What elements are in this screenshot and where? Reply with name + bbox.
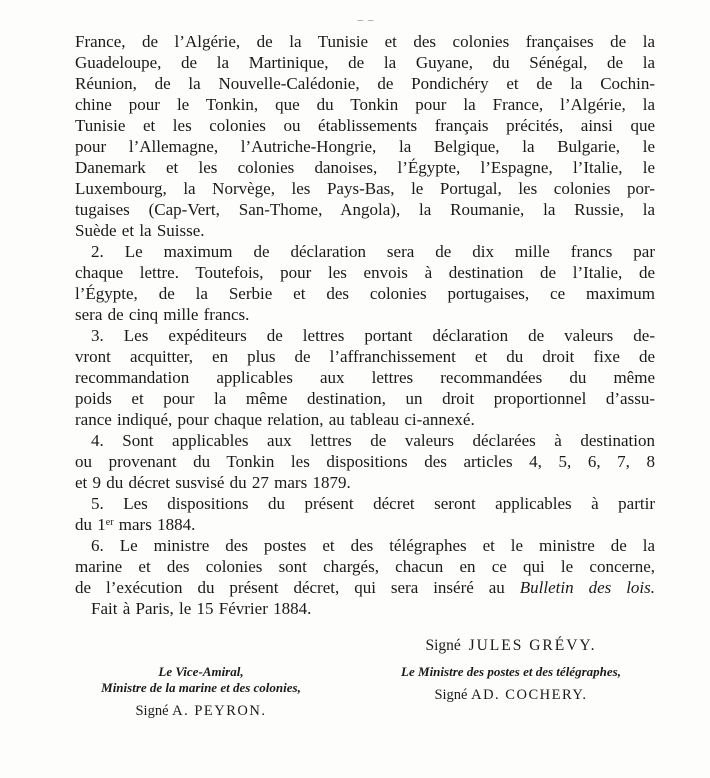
president-name: JULES GRÉVY.: [468, 637, 597, 654]
text-line: tugaises (Cap-Vert, San-Thome, Angola), la Roumanie, la Russie, la: [75, 200, 655, 219]
left-signed-label: Signé: [135, 703, 169, 719]
right-name: AD. COCHERY.: [471, 687, 588, 703]
right-signed-line: [356, 687, 666, 704]
signature-left-block: [55, 664, 347, 720]
right-signed-label: Signé: [434, 687, 468, 703]
text-line: Réunion, de la Nouvelle-Calédonie, de Pondichéry et de la Cochin-: [75, 74, 655, 93]
page-number-fragment: – –: [357, 14, 375, 26]
text-line: Danemark et les colonies danoises, l’Égypte, l’Espagne, l’Italie, le: [75, 158, 655, 177]
text-line: vront acquitter, en plus de l’affranchissement et du droit fixe de: [75, 347, 655, 366]
text-line: Luxembourg, la Norvège, les Pays-Bas, le Portugal, les colonies por-: [75, 179, 655, 198]
text-line: recommandation applicables aux lettres recommandées du même: [75, 368, 655, 387]
text-line: poids et pour la même destination, un droit proportionnel d’assu-: [75, 389, 655, 408]
text-line: 3. Les expéditeurs de lettres portant déclaration de valeurs de-: [91, 326, 655, 345]
text-line: France, de l’Algérie, de la Tunisie et des colonies françaises de la: [75, 32, 655, 51]
president-signed-label: Signé: [425, 637, 461, 654]
text-line: Suède et la Suisse.: [75, 221, 205, 240]
left-title-line-1: Le Vice-Amiral,: [158, 664, 244, 679]
left-signed-line: [55, 703, 347, 720]
text-line: et 9 du décret susvisé du 27 mars 1879.: [75, 473, 351, 492]
text-line: marine et des colonies sont chargés, chacun en ce qui le concerne,: [75, 557, 655, 576]
left-name: A. PEYRON.: [172, 703, 267, 719]
text-line: rance indiqué, pour chaque relation, au tableau ci-annexé.: [75, 410, 475, 429]
text-line: de l’exécution du présent décret, qui sera inséré au Bulletin des lois.: [75, 578, 656, 597]
signature-right-block: [356, 664, 666, 704]
left-title-line-2: Ministre de la marine et des colonies,: [101, 680, 301, 695]
paragraph: [75, 31, 655, 241]
paragraph: [75, 598, 655, 619]
paragraph: [75, 535, 655, 598]
text-line: 4. Sont applicables aux lettres de valeurs déclarées à destination: [91, 431, 655, 450]
paragraph: [75, 430, 655, 493]
right-title-line-1: Le Ministre des postes et des télégraphes,: [401, 664, 621, 679]
text-line: l’Égypte, de la Serbie et des colonies portugaises, ce maximum: [75, 284, 655, 303]
paragraph: [75, 241, 655, 325]
paragraph: [75, 493, 655, 535]
signature-president: [356, 637, 666, 655]
text-line: ou provenant du Tonkin les dispositions des articles 4, 5, 6, 7, 8: [75, 452, 655, 471]
text-line: 2. Le maximum de déclaration sera de dix mille francs par: [91, 242, 655, 261]
text-line: Fait à Paris, le 15 Février 1884.: [91, 599, 312, 618]
text-line: Tunisie et les colonies ou établissements français précités, ainsi que: [75, 116, 655, 135]
paragraph: [75, 325, 655, 430]
text-line: pour l’Allemagne, l’Autriche-Hongrie, la Belgique, la Bulgarie, le: [75, 137, 655, 156]
text-line: 5. Les dispositions du présent décret seront applicables à partir: [91, 494, 655, 513]
text-line: sera de cinq mille francs.: [75, 305, 250, 324]
document-text: [75, 31, 655, 619]
text-line: Guadeloupe, de la Martinique, de la Guyane, du Sénégal, de la: [75, 53, 655, 72]
text-line: 6. Le ministre des postes et des télégraphes et le ministre de la: [91, 536, 655, 555]
text-line: du 1er mars 1884.: [75, 515, 196, 534]
text-line: chine pour le Tonkin, que du Tonkin pour la France, l’Algérie, la: [75, 95, 655, 114]
text-line: chaque lettre. Toutefois, pour les envois à destination de l’Italie, de: [75, 263, 655, 282]
